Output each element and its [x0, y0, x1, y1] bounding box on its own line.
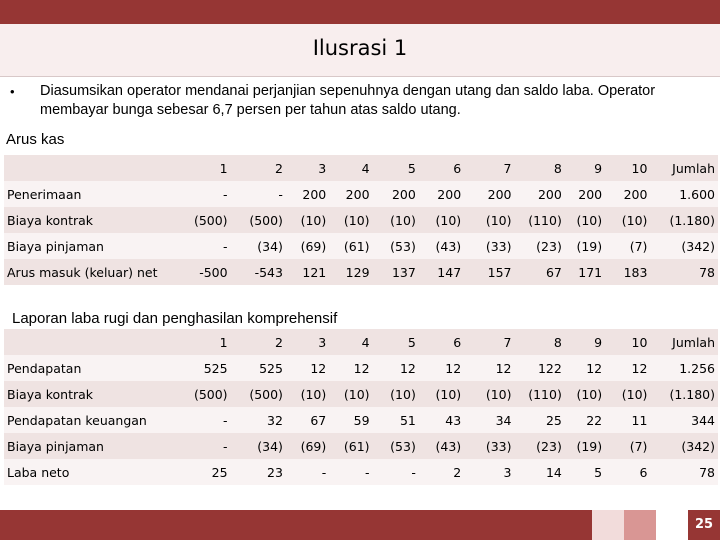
row-label: Penerimaan: [4, 181, 175, 207]
table-cell: (10): [329, 207, 372, 233]
table-cell: (10): [605, 207, 650, 233]
column-header: 6: [419, 155, 464, 181]
table-cell: 3: [464, 459, 514, 485]
table-cell: 67: [515, 259, 565, 285]
table-cell: (500): [175, 381, 230, 407]
table-cell: 157: [464, 259, 514, 285]
footer-square-light: [592, 510, 624, 540]
row-label: Laba neto: [4, 459, 175, 485]
table-cell: (7): [605, 233, 650, 259]
table-cell: -: [175, 181, 230, 207]
column-header: 4: [329, 155, 372, 181]
table-cell: 121: [286, 259, 329, 285]
table-cell: 2: [419, 459, 464, 485]
column-header: 2: [231, 155, 286, 181]
column-header: Jumlah: [650, 329, 718, 355]
table-cell: (110): [515, 381, 565, 407]
header-row: [4, 329, 718, 355]
bullet-icon: •: [10, 84, 15, 99]
column-header: 9: [565, 155, 605, 181]
table-cell: (1.180): [650, 207, 718, 233]
table-cell: 200: [286, 181, 329, 207]
table-cell: 12: [329, 355, 372, 381]
table-cell: 67: [286, 407, 329, 433]
table-cell: 12: [605, 355, 650, 381]
table-cell: 25: [515, 407, 565, 433]
table-cell: 22: [565, 407, 605, 433]
table-cell: (1.180): [650, 381, 718, 407]
table-cell: (33): [464, 433, 514, 459]
row-label: Biaya kontrak: [4, 381, 175, 407]
table-cell: (53): [373, 233, 419, 259]
column-header: 1: [175, 155, 230, 181]
table-cell: (61): [329, 233, 372, 259]
table-cell: (53): [373, 433, 419, 459]
table-cell: (10): [419, 207, 464, 233]
column-header: Jumlah: [650, 155, 718, 181]
footer-square-mid: [624, 510, 656, 540]
table-cell: 525: [175, 355, 230, 381]
table-cell: 6: [605, 459, 650, 485]
table-cell: 51: [373, 407, 419, 433]
top-accent-bar: [0, 0, 720, 24]
row-label: Pendapatan: [4, 355, 175, 381]
table-cell: 12: [419, 355, 464, 381]
table-cell: 1.256: [650, 355, 718, 381]
table-cell: 171: [565, 259, 605, 285]
table-cell: 5: [565, 459, 605, 485]
table-cell: (19): [565, 233, 605, 259]
table-cell: (33): [464, 233, 514, 259]
table-cell: (500): [231, 207, 286, 233]
column-header: 9: [565, 329, 605, 355]
column-header: 8: [515, 329, 565, 355]
table-row: [4, 459, 718, 485]
table-cell: (10): [464, 207, 514, 233]
table-cell: -: [175, 233, 230, 259]
table-cell: -: [231, 181, 286, 207]
table-row: [4, 433, 718, 459]
table-cell: -543: [231, 259, 286, 285]
table-cell: 137: [373, 259, 419, 285]
table-row: [4, 207, 718, 233]
table-cell: 25: [175, 459, 230, 485]
table-cell: (110): [515, 207, 565, 233]
table-cell: 200: [419, 181, 464, 207]
cash-flow-heading: Arus kas: [6, 131, 65, 148]
page-number: 25: [688, 510, 720, 540]
row-label: Biaya pinjaman: [4, 233, 175, 259]
table-cell: (43): [419, 233, 464, 259]
cash-flow-table: [4, 155, 718, 285]
column-header: 7: [464, 329, 514, 355]
table-cell: (500): [175, 207, 230, 233]
slide-title: Ilusrasi 1: [312, 36, 408, 60]
table-cell: 200: [605, 181, 650, 207]
table-cell: -: [175, 407, 230, 433]
column-header: 3: [286, 155, 329, 181]
column-header: 5: [373, 329, 419, 355]
table-cell: 43: [419, 407, 464, 433]
table-cell: 78: [650, 459, 718, 485]
table-cell: (10): [419, 381, 464, 407]
table-cell: (34): [231, 433, 286, 459]
column-header: 3: [286, 329, 329, 355]
table-cell: (10): [464, 381, 514, 407]
table-cell: 59: [329, 407, 372, 433]
table-cell: (342): [650, 233, 718, 259]
table-cell: 200: [464, 181, 514, 207]
table-cell: 129: [329, 259, 372, 285]
table-cell: -: [329, 459, 372, 485]
table-cell: (10): [605, 381, 650, 407]
table-cell: (34): [231, 233, 286, 259]
income-statement-table: [4, 329, 718, 485]
table-cell: (23): [515, 233, 565, 259]
table-cell: (10): [373, 207, 419, 233]
table-cell: (342): [650, 433, 718, 459]
table-cell: (61): [329, 433, 372, 459]
table-cell: (10): [373, 381, 419, 407]
table-cell: -: [373, 459, 419, 485]
table-cell: (10): [565, 381, 605, 407]
table-cell: 32: [231, 407, 286, 433]
column-header: 7: [464, 155, 514, 181]
table-cell: -: [286, 459, 329, 485]
table-cell: (500): [231, 381, 286, 407]
column-header: 10: [605, 329, 650, 355]
table-cell: 200: [373, 181, 419, 207]
column-header: 6: [419, 329, 464, 355]
table-cell: 12: [373, 355, 419, 381]
table-cell: 11: [605, 407, 650, 433]
income-statement-heading: Laporan laba rugi dan penghasilan komprehensif: [12, 310, 338, 327]
table-row: [4, 233, 718, 259]
table-cell: -500: [175, 259, 230, 285]
table-cell: 23: [231, 459, 286, 485]
column-header: 10: [605, 155, 650, 181]
table-cell: 525: [231, 355, 286, 381]
table-cell: (23): [515, 433, 565, 459]
table-cell: 12: [286, 355, 329, 381]
row-label: Biaya pinjaman: [4, 433, 175, 459]
table-row: [4, 181, 718, 207]
table-cell: 1.600: [650, 181, 718, 207]
table-cell: 183: [605, 259, 650, 285]
table-cell: (10): [286, 207, 329, 233]
column-header: 5: [373, 155, 419, 181]
table-cell: (43): [419, 433, 464, 459]
bullet-text: Diasumsikan operator mendanai perjanjian sepenuhnya dengan utang dan saldo laba. Operator membayar bunga sebesar 6,7 persen per tahun atas saldo utang.: [40, 83, 656, 118]
footer-square-white: [656, 510, 688, 540]
table-cell: (10): [565, 207, 605, 233]
column-header: 2: [231, 329, 286, 355]
header-corner: [4, 155, 175, 181]
header-row: [4, 155, 718, 181]
table-cell: 78: [650, 259, 718, 285]
table-cell: -: [175, 433, 230, 459]
table-row: [4, 381, 718, 407]
table-cell: (7): [605, 433, 650, 459]
table-cell: (10): [286, 381, 329, 407]
table-cell: 12: [464, 355, 514, 381]
table-cell: 344: [650, 407, 718, 433]
table-cell: 122: [515, 355, 565, 381]
table-cell: (69): [286, 433, 329, 459]
row-label: Biaya kontrak: [4, 207, 175, 233]
column-header: 4: [329, 329, 372, 355]
table-cell: 12: [565, 355, 605, 381]
table-row: [4, 355, 718, 381]
table-cell: (10): [329, 381, 372, 407]
table-row: [4, 259, 718, 285]
table-cell: 147: [419, 259, 464, 285]
row-label: Arus masuk (keluar) net: [4, 259, 175, 285]
table-cell: 34: [464, 407, 514, 433]
table-cell: (19): [565, 433, 605, 459]
column-header: 1: [175, 329, 230, 355]
header-corner: [4, 329, 175, 355]
table-cell: 200: [329, 181, 372, 207]
table-cell: 200: [515, 181, 565, 207]
table-cell: (69): [286, 233, 329, 259]
table-cell: 14: [515, 459, 565, 485]
table-row: [4, 407, 718, 433]
column-header: 8: [515, 155, 565, 181]
row-label: Pendapatan keuangan: [4, 407, 175, 433]
table-cell: 200: [565, 181, 605, 207]
